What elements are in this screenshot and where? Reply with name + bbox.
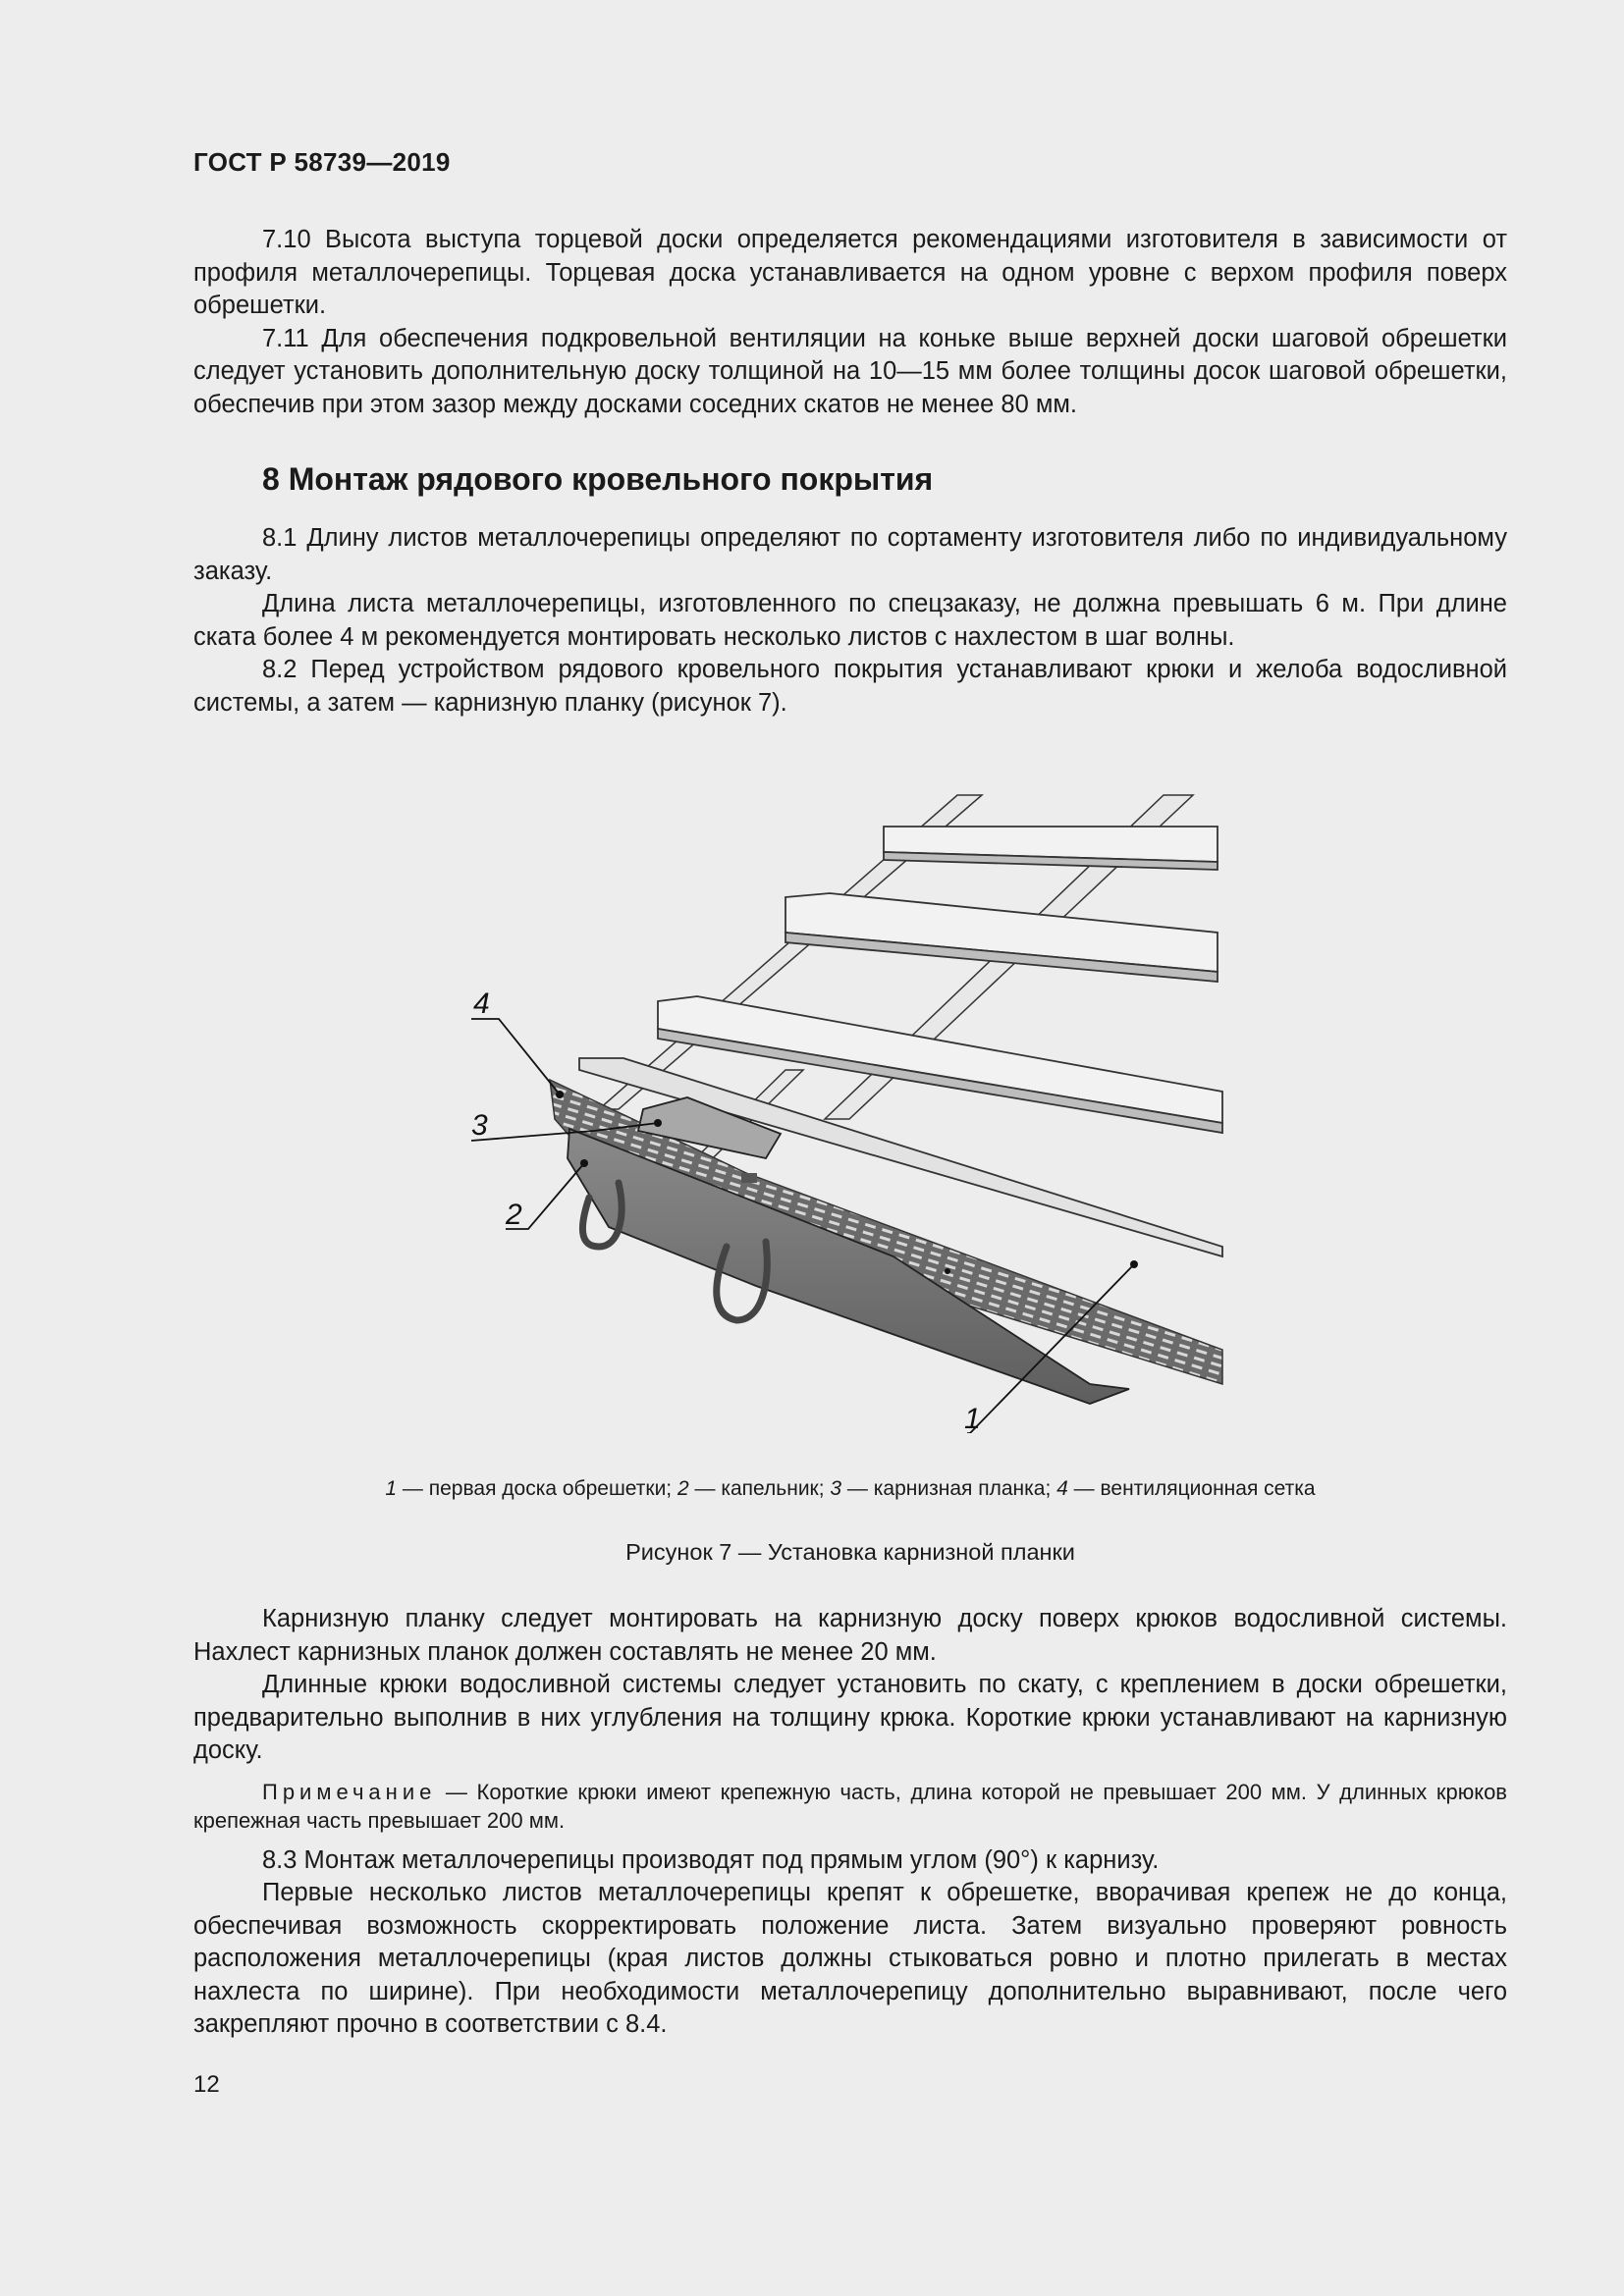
legend-num-4: 4	[1056, 1477, 1068, 1500]
legend-text-2: — капельник;	[688, 1477, 831, 1500]
legend-text-4: — вентиляционная сетка	[1067, 1477, 1316, 1500]
note	[193, 1778, 1507, 1835]
paragraph-hooks: Длинные крюки водосливной системы следует установить по скату, с креплением в доски обрешетки, предварительно выполнив в них углубления на толщину крюка. Короткие крюки устанавливают на карнизную доску.	[193, 1671, 1507, 1764]
callout-2: 2	[506, 1199, 522, 1231]
figure-caption: Рисунок 7 — Установка карнизной планки	[625, 1539, 1075, 1565]
note-label: Примечание	[262, 1779, 437, 1804]
figure-legend	[193, 1477, 1507, 1501]
eaves-plank	[568, 1129, 1129, 1404]
paragraph-8-3: 8.3 Монтаж металлочерепицы производят под прямым углом (90°) к карнизу.	[262, 1845, 1160, 1874]
document-header: ГОСТ Р 58739—2019	[193, 147, 451, 177]
callout-1: 1	[964, 1403, 981, 1433]
legend-num-1: 1	[385, 1477, 398, 1500]
after-figure-text	[193, 1603, 1507, 2042]
paragraph-eaves-plank: Карнизную планку следует монтировать на карнизную доску поверх крюков водосливной системы. Нахлест карнизных планок должен составлять не менее 20 мм.	[193, 1605, 1507, 1666]
fastener-mark	[741, 1173, 757, 1183]
section-7-text	[193, 224, 1507, 421]
paragraph-7-11: 7.11 Для обеспечения подкровельной вентиляции на коньке выше верхней доски шаговой обрешетки следует установить дополнительную доску толщиной на 10—15 мм более толщины досок шаговой обрешетки, обеспечив при этом зазор между досками соседних скатов не менее 80 мм.	[193, 324, 1507, 418]
callout-3: 3	[471, 1109, 488, 1142]
legend-text-3: — карнизная планка;	[841, 1477, 1057, 1500]
callout-4: 4	[473, 988, 490, 1020]
legend-num-3: 3	[830, 1477, 842, 1500]
figure-7-eaves-plank	[461, 785, 1237, 1433]
page-number: 12	[193, 2071, 220, 2098]
section-8-heading: 8 Монтаж рядового кровельного покрытия	[262, 461, 934, 497]
section-8-text	[193, 522, 1507, 720]
paragraph-8-2: 8.2 Перед устройством рядового кровельного покрытия устанавливают крюки и желоба водосливной системы, а затем — карнизную планку (рисунок 7).	[193, 656, 1507, 717]
paragraph-7-10: 7.10 Высота выступа торцевой доски определяется рекомендациями изготовителя в зависимости от профиля металлочерепицы. Торцевая доска устанавливается на одном уровне с верхом профиля поверх обрешетки.	[193, 226, 1507, 319]
legend-num-2: 2	[677, 1477, 689, 1500]
legend-text-1: — первая доска обрешетки;	[397, 1477, 677, 1500]
note-text: — Короткие крюки имеют крепежную часть, длина которой не превышает 200 мм. У длинных крюков крепежная часть превышает 200 мм.	[193, 1779, 1507, 1833]
paragraph-first-sheets: Первые несколько листов металлочерепицы крепят к обрешетке, вворачивая крепеж не до конца, обеспечивая возможность скорректировать положение листа. Затем визуально проверяют ровность расположения металлочерепицы (края листов должны стыковаться ровно и плотно прилегать в местах нахлеста по ширине). При необходимости металлочерепицу дополнительно выравнивают, после чего закрепляют прочно в соответствии с 8.4.	[193, 1879, 1507, 2038]
paragraph-8-1: 8.1 Длину листов металлочерепицы определяют по сортаменту изготовителя либо по индивидуальному заказу.	[193, 524, 1507, 585]
paragraph-8-1-length: Длина листа металлочерепицы, изготовленного по спецзаказу, не должна превышать 6 м. При длине ската более 4 м рекомендуется монтировать несколько листов с нахлестом в шаг волны.	[193, 590, 1507, 651]
